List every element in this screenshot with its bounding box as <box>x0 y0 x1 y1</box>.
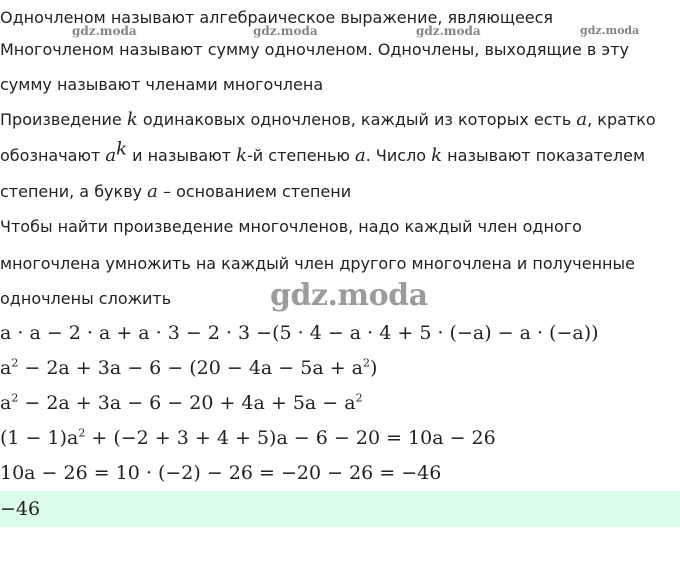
text-segment: и называют <box>127 146 237 165</box>
text-segment: обозначают <box>0 146 106 165</box>
definition-power-line-1 <box>0 110 656 130</box>
power-exponent-k: k <box>116 138 128 160</box>
math-step-4 <box>0 426 496 450</box>
watermark-logo: gdz.moda <box>416 24 481 38</box>
text-segment: одинаковых одночленов, каждый из которых есть <box>137 110 577 129</box>
math-term: − 2a + 3a − 6 − (20 − 4a − 5a + a <box>18 357 363 379</box>
definition-monomial-line: Одночленом называют алгебраическое выражение, являющееся <box>0 8 554 27</box>
watermark-logo: gdz.moda <box>72 24 137 38</box>
exponent: 2 <box>11 391 19 405</box>
variable-a: a <box>147 181 158 202</box>
text-segment: степени, а букву <box>0 182 148 201</box>
math-step-1: a · a − 2 · a + a · 3 − 2 · 3 −(5 · 4 − a · 4 + 5 · (−a) − a · (−a)) <box>0 322 599 344</box>
math-term: (1 − 1)a <box>0 427 79 449</box>
text-segment: . Число <box>365 146 432 165</box>
text-segment: называют показателем <box>442 146 646 165</box>
variable-a: a <box>576 109 588 130</box>
answer-box <box>0 491 680 527</box>
math-term: a <box>0 357 12 379</box>
answer-value: −46 <box>0 498 41 520</box>
watermark-logo: gdz.moda <box>580 24 640 37</box>
definition-power-line-3 <box>0 182 351 202</box>
power-base-a: a <box>105 145 117 166</box>
definition-power-line-2 <box>0 138 646 166</box>
variable-a: a <box>355 145 366 166</box>
variable-k: k <box>236 145 248 166</box>
math-term: − 2a + 3a − 6 − 20 + 4a + 5a − a <box>18 392 356 414</box>
exponent: 2 <box>355 391 363 405</box>
math-step-5: 10a − 26 = 10 · (−2) − 26 = −20 − 26 = −46 <box>0 462 442 484</box>
rule-multiply-line-1: Чтобы найти произведение многочленов, надо каждый член одного <box>0 217 582 236</box>
text-segment: , кратко <box>587 110 656 129</box>
math-step-2 <box>0 356 377 380</box>
watermark-logo: gdz.moda <box>253 24 318 38</box>
exponent: 2 <box>78 426 86 440</box>
math-term: a <box>0 392 12 414</box>
definition-polynomial-line-2: сумму называют членами многочлена <box>0 75 324 94</box>
watermark-logo-large: gdz.moda <box>270 278 428 313</box>
variable-k: k <box>126 109 138 130</box>
text-segment: -й степенью <box>247 146 355 165</box>
math-step-3 <box>0 391 363 415</box>
variable-k: k <box>431 145 443 166</box>
exponent: 2 <box>363 356 370 370</box>
math-term: + (−2 + 3 + 4 + 5)a − 6 − 20 = 10a − 26 <box>85 427 496 449</box>
exponent: 2 <box>11 356 19 370</box>
rule-multiply-line-3: одночлены сложить <box>0 289 172 308</box>
text-segment: Произведение <box>0 110 127 129</box>
rule-multiply-line-2: многочлена умножить на каждый член другого многочлена и полученные <box>0 254 635 273</box>
text-segment: – основанием степени <box>157 182 352 201</box>
math-term: ) <box>370 357 378 379</box>
definition-polynomial-line: Многочленом называют сумму одночленом. Одночлены, выходящие в эту <box>0 40 629 59</box>
